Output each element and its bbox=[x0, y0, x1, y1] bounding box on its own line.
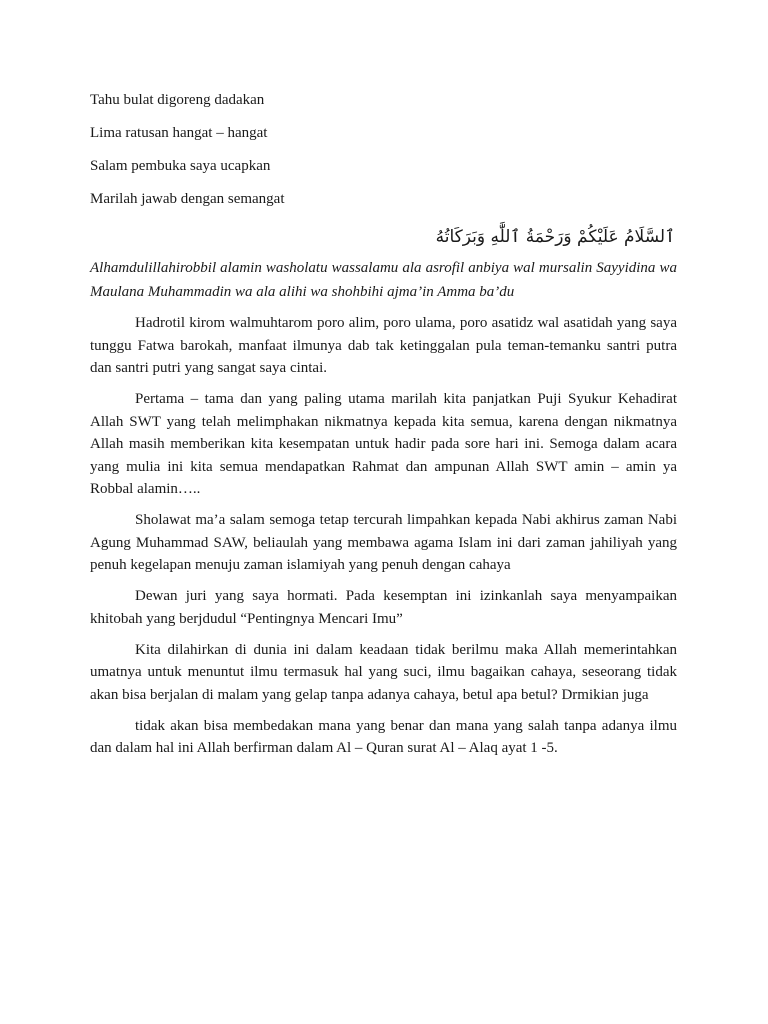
paragraph: tidak akan bisa membedakan mana yang benar dan mana yang salah tanpa adanya ilmu dan dalam hal ini Allah berfirman dalam Al – Quran surat Al – Alaq ayat 1 -5. bbox=[90, 717, 677, 756]
pantun-line: Lima ratusan hangat – hangat bbox=[90, 125, 268, 141]
pantun-line: Marilah jawab dengan semangat bbox=[90, 191, 285, 207]
pantun-line: Tahu bulat digoreng dadakan bbox=[90, 92, 265, 108]
arabic-salam: ٱلسَّلَامُ عَلَيْكُمْ وَرَحْمَةُ ٱللَّٰهِ وَبَرَكَاتُهُ bbox=[435, 227, 675, 247]
pantun-line: Salam pembuka saya ucapkan bbox=[90, 158, 271, 174]
paragraph: Kita dilahirkan di dunia ini dalam keadaan tidak berilmu maka Allah memerintahkan umatnya untuk menuntut ilmu termasuk hal yang suci, ilmu bagaikan cahaya, seseorang tidak akan bisa berjalan di malam yang gelap tanpa adanya cahaya, betul apa betul? Drmikian juga bbox=[90, 641, 677, 703]
pantun bbox=[90, 90, 677, 209]
paragraph: Pertama – tama dan yang paling utama marilah kita panjatkan Puji Syukur Kehadirat Allah SWT yang telah melimphakan nikmatnya kepada kita semua, karena dengan nikmatnya Allah masih memberikan kita kesempatan untuk hadir pada sore hari ini. Semoga dalam acara yang mulia ini kita semua mendapatkan Rahmat dan ampunan Allah SWT amin – amin ya Robbal alamin….. bbox=[90, 391, 677, 497]
paragraph: Sholawat ma’a salam semoga tetap tercurah limpahkan kepada Nabi akhirus zaman Nabi Agung Muhammad SAW, beliaulah yang membawa agama Islam ini dari zaman jahiliyah yang penuh kegelapan menuju zaman islamiyah yang penuh dengan cahaya bbox=[90, 512, 677, 573]
document-page bbox=[90, 90, 677, 768]
paragraph: Hadrotil kirom walmuhtarom poro alim, poro ulama, poro asatidz wal asatidah yang saya tunggu Fatwa barokah, manfaat ilmunya dab tak ketinggalan pula teman-temanku santri putra dan santri putri yang sangat saya cintai. bbox=[90, 315, 677, 376]
paragraph: Dewan juri yang saya hormati. Pada kesemptan ini izinkanlah saya menyampaikan khitobah yang berjdudul “Pentingnya Mencari Imu” bbox=[90, 588, 677, 627]
opening-praise: Alhamdulillahirobbil alamin washolatu wassalamu ala asrofil anbiya wal mursalin Sayyidina wa Maulana Muhammadin wa ala alihi wa shohbihi ajma’in Amma ba’du bbox=[90, 260, 677, 300]
